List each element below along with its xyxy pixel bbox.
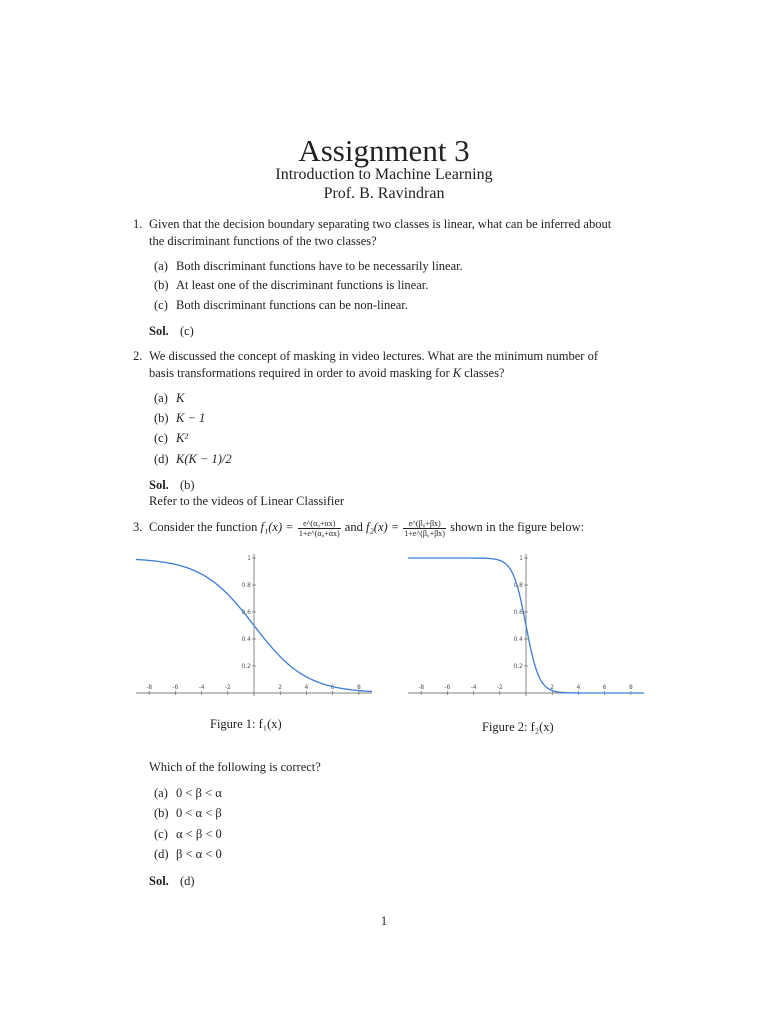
solution-value: (d) [179,874,195,888]
page-number: 1 [380,914,388,928]
q1-option-a [154,259,463,274]
y-tick-label: 0.8 [241,582,251,589]
x-tick-label: 8 [628,684,633,691]
f2-lhs: f₂(x) = [365,520,403,534]
option-label: (d) [154,847,169,861]
f2-fraction [403,519,446,538]
figure-1-caption: Figure 1: f₁(x) [210,717,282,731]
figure-1-plot [136,550,372,700]
q3-tail: shown in the figure below: [446,520,585,534]
q3-option-a [154,786,222,801]
q3-number: 3. [133,520,143,534]
q2-option-a [154,391,184,406]
x-tick-label: -6 [444,684,451,691]
y-tick-label: 0.4 [513,636,523,643]
y-tick-label: 0.2 [513,663,523,670]
q3-option-d [154,847,222,862]
x-tick-label: -2 [496,684,503,691]
q2-option-b [154,411,205,426]
solution-label: Sol. [149,478,169,492]
q2-line2-pre: basis transformations required in order to avoid masking for [149,366,453,380]
option-label: (d) [154,452,169,466]
course-title: Introduction to Machine Learning [275,166,493,183]
option-text: At least one of the discriminant functions is linear. [176,278,429,292]
option-text: β < α < 0 [176,847,222,861]
x-tick-label: -2 [224,684,231,691]
option-label: (a) [154,786,168,800]
option-text: Both discriminant functions can be non-linear. [176,298,408,312]
option-label: (c) [154,431,168,445]
f1-numerator: e^(α₀+αx) [298,519,341,529]
x-tick-label: -4 [470,684,477,691]
option-label: (c) [154,298,168,312]
x-tick-label: -4 [198,684,205,691]
y-tick-label: 0.6 [513,609,523,616]
q3-intro: Consider the function [149,520,261,534]
y-tick-label: 1 [519,555,523,562]
x-tick-label: 6 [602,684,607,691]
q1-text-line2: the discriminant functions of the two classes? [149,234,377,248]
y-tick-label: 0.2 [241,663,251,670]
q1-solution [149,324,194,339]
and-word: and [341,520,366,534]
f1-lhs: f₁(x) = [260,520,297,534]
option-label: (a) [154,259,168,273]
option-text: K² [176,431,189,445]
q3-question: Which of the following is correct? [149,760,321,774]
x-tick-label: -8 [418,684,425,691]
option-label: (b) [154,278,169,292]
x-tick-label: 4 [576,684,581,691]
q3-solution [149,874,195,889]
option-text: K [176,391,185,405]
y-tick-label: 1 [247,555,251,562]
option-text: Both discriminant functions have to be necessarily linear. [176,259,463,273]
q2-text-line1: We discussed the concept of masking in video lectures. What are the minimum number of [149,349,598,363]
x-tick-label: -6 [172,684,179,691]
y-tick-label: 0.4 [241,636,251,643]
figure-2-caption: Figure 2: f₂(x) [482,720,554,734]
professor-name: Prof. B. Ravindran [323,185,445,202]
x-tick-label: -8 [146,684,153,691]
x-tick-label: 6 [330,684,335,691]
solution-label: Sol. [149,874,169,888]
x-tick-label: 2 [550,684,555,691]
q2-number: 2. [133,349,143,363]
x-tick-label: 8 [356,684,361,691]
y-tick-label: 0.6 [241,609,251,616]
q1-text-line1: Given that the decision boundary separating two classes is linear, what can be inferred about [149,217,612,231]
option-label: (c) [154,827,168,841]
q2-note: Refer to the videos of Linear Classifier [149,494,345,508]
f1-fraction [298,519,341,538]
x-tick-label: 2 [278,684,283,691]
x-tick-label: 4 [304,684,309,691]
q3-option-b [154,806,222,821]
q2-line2-post: classes? [461,366,505,380]
f1-denominator: 1+e^(α₀+αx) [298,528,340,538]
f2-denominator: 1+e^(β₀+βx) [404,528,445,538]
q2-option-d [154,452,232,467]
solution-value: (b) [179,478,195,492]
figure-2-plot [408,550,644,700]
option-label: (a) [154,391,168,405]
option-label: (b) [154,411,169,425]
option-text: K(K − 1)/2 [176,452,232,466]
f2-numerator: e^(β₀+βx) [403,519,446,529]
q1-option-b [154,278,428,293]
q1-option-c [154,298,408,313]
option-text: 0 < β < α [176,786,222,800]
option-text: K − 1 [176,411,206,425]
option-label: (b) [154,806,169,820]
y-tick-label: 0.8 [513,582,523,589]
page-title: Assignment 3 [298,133,470,168]
option-text: 0 < α < β [176,806,222,820]
q2-solution [149,478,195,493]
q2-option-c [154,431,188,446]
q2-text-line2 [149,366,504,381]
option-text: α < β < 0 [176,827,222,841]
q2-line2-var: K [452,366,462,380]
solution-value: (c) [179,324,194,338]
q3-option-c [154,827,222,842]
q3-intro-line [149,516,584,538]
solution-label: Sol. [149,324,169,338]
q1-number: 1. [133,217,143,231]
